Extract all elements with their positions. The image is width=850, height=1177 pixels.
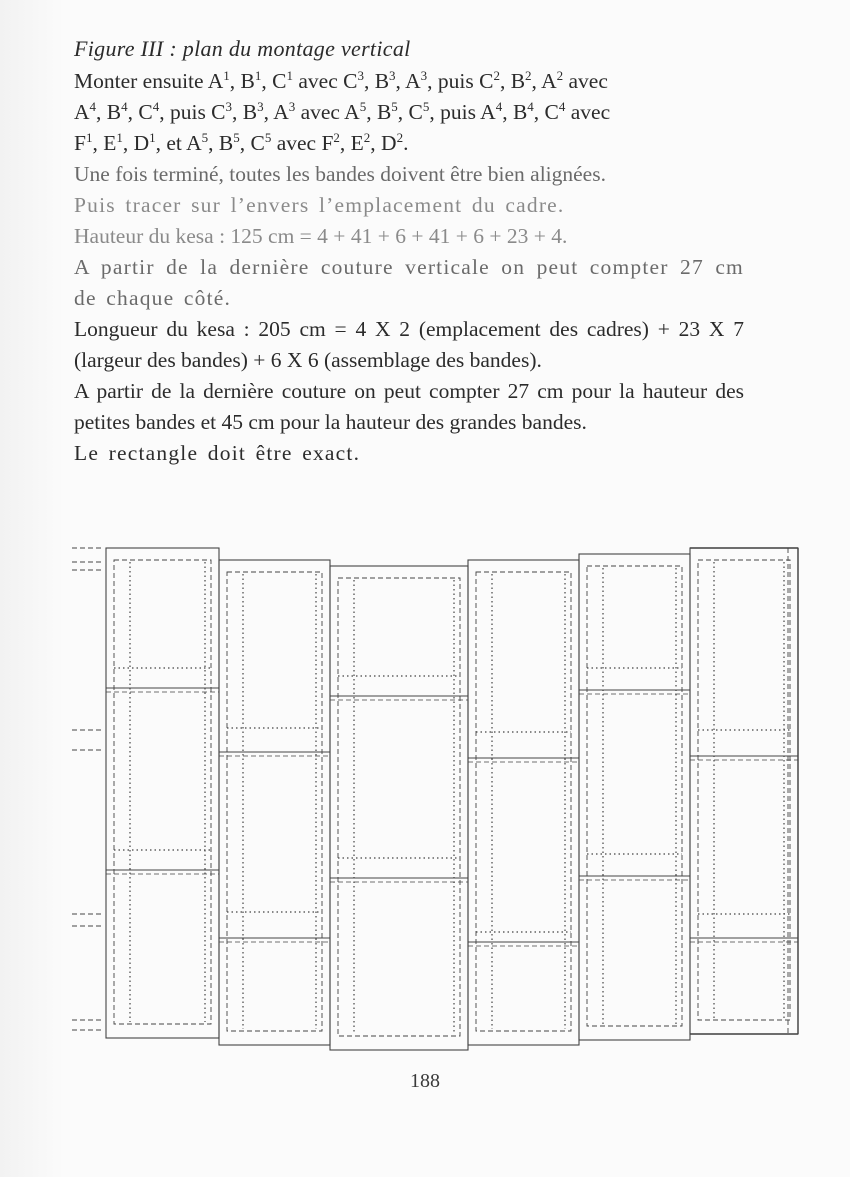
superscript-index: 2	[333, 130, 340, 145]
superscript-index: 4	[527, 99, 534, 114]
montage-line: $A^4$, $B^4$, $C^4$, puis $C^3$, $B^3$, $A^3$ avec $A^5$, $B^5$, $C^5$, puis $A^4$, $B^4$, $C^4$ avec	[74, 99, 611, 124]
band-inner-frame	[227, 572, 322, 1031]
superscript-index: 1	[116, 130, 123, 145]
superscript-index: 3	[288, 99, 296, 114]
superscript-index: 5	[201, 130, 209, 145]
montage-line: $F^1$, $E^1$, $D^1$, et $A^5$, $B^5$, $C^5$ avec $F^2$, $E^2$, $D^2$.	[74, 130, 409, 155]
text-block	[74, 36, 744, 469]
band-inner-frame	[698, 560, 790, 1020]
paragraph-hauteur: Hauteur du kesa : 125 cm = 4 + 41 + 6 + 41 + 6 + 23 + 4.	[74, 224, 568, 248]
page-edge-shadow	[0, 0, 64, 1177]
superscript-index: 5	[422, 99, 430, 114]
superscript-index: 4	[495, 99, 503, 114]
paragraph-partir-verticale: A partir de la dernière couture verticale on peut compter 27 cm de chaque côté.	[74, 255, 744, 310]
superscript-index: 3	[225, 99, 233, 114]
band-inner-frame	[476, 572, 571, 1031]
superscript-index: 2	[396, 130, 404, 145]
band-inner-frame	[114, 560, 211, 1024]
band-outline	[219, 560, 330, 1045]
superscript-index: 1	[85, 130, 93, 145]
band-inner-frame	[338, 578, 460, 1036]
superscript-index: 2	[556, 68, 564, 83]
superscript-index: 2	[363, 130, 371, 145]
superscript-index: 5	[391, 99, 398, 114]
figure-caption: Figure III : plan du montage vertical	[74, 36, 411, 61]
band-outline	[330, 566, 468, 1050]
band-outline	[468, 560, 579, 1045]
band-inner-frame	[587, 566, 682, 1026]
paragraph-longueur: Longueur du kesa : 205 cm = 4 X 2 (emplacement des cadres) + 23 X 7 (largeur des bandes) + 6 X 6 (assemblage des bandes).	[74, 317, 744, 372]
superscript-index: 2	[525, 68, 532, 83]
superscript-index: 5	[359, 99, 367, 114]
montage-instructions	[74, 66, 744, 159]
superscript-index: 1	[254, 68, 262, 83]
superscript-index: 5	[264, 130, 272, 145]
paragraph-alignment: Une fois terminé, toutes les bandes doivent être bien alignées.	[74, 162, 606, 186]
band-outline	[579, 554, 690, 1040]
superscript-index: 4	[152, 99, 160, 114]
paragraph-rectangle: Le rectangle doit être exact.	[74, 441, 361, 465]
page-number: 188	[410, 1070, 440, 1092]
superscript-index: 2	[493, 68, 500, 83]
superscript-index: 1	[286, 68, 293, 83]
superscript-index: 4	[558, 99, 566, 114]
band-outline	[106, 548, 219, 1038]
superscript-index: 3	[389, 68, 396, 83]
superscript-index: 4	[121, 99, 128, 114]
superscript-index: 3	[420, 68, 428, 83]
kesa-drawing	[72, 540, 802, 1055]
superscript-index: 3	[357, 68, 364, 83]
kesa-assembly-figure	[72, 540, 802, 1060]
superscript-index: 4	[89, 99, 97, 114]
paragraph-partir-couture: A partir de la dernière couture on peut compter 27 cm pour la hauteur des petites bandes et 45 cm pour la hauteur des grandes bandes.	[74, 379, 744, 434]
paragraph-trace: Puis tracer sur l’envers l’emplacement du cadre.	[74, 193, 565, 217]
montage-line: Monter ensuite $A^1$, $B^1$, $C^1$ avec $C^3$, $B^3$, $A^3$, puis $C^2$, $B^2$, $A^2$ avec	[74, 68, 608, 93]
band-outline	[690, 548, 798, 1034]
superscript-index: 1	[149, 130, 156, 145]
superscript-index: 1	[223, 68, 230, 83]
superscript-index: 3	[257, 99, 264, 114]
superscript-index: 5	[233, 130, 240, 145]
